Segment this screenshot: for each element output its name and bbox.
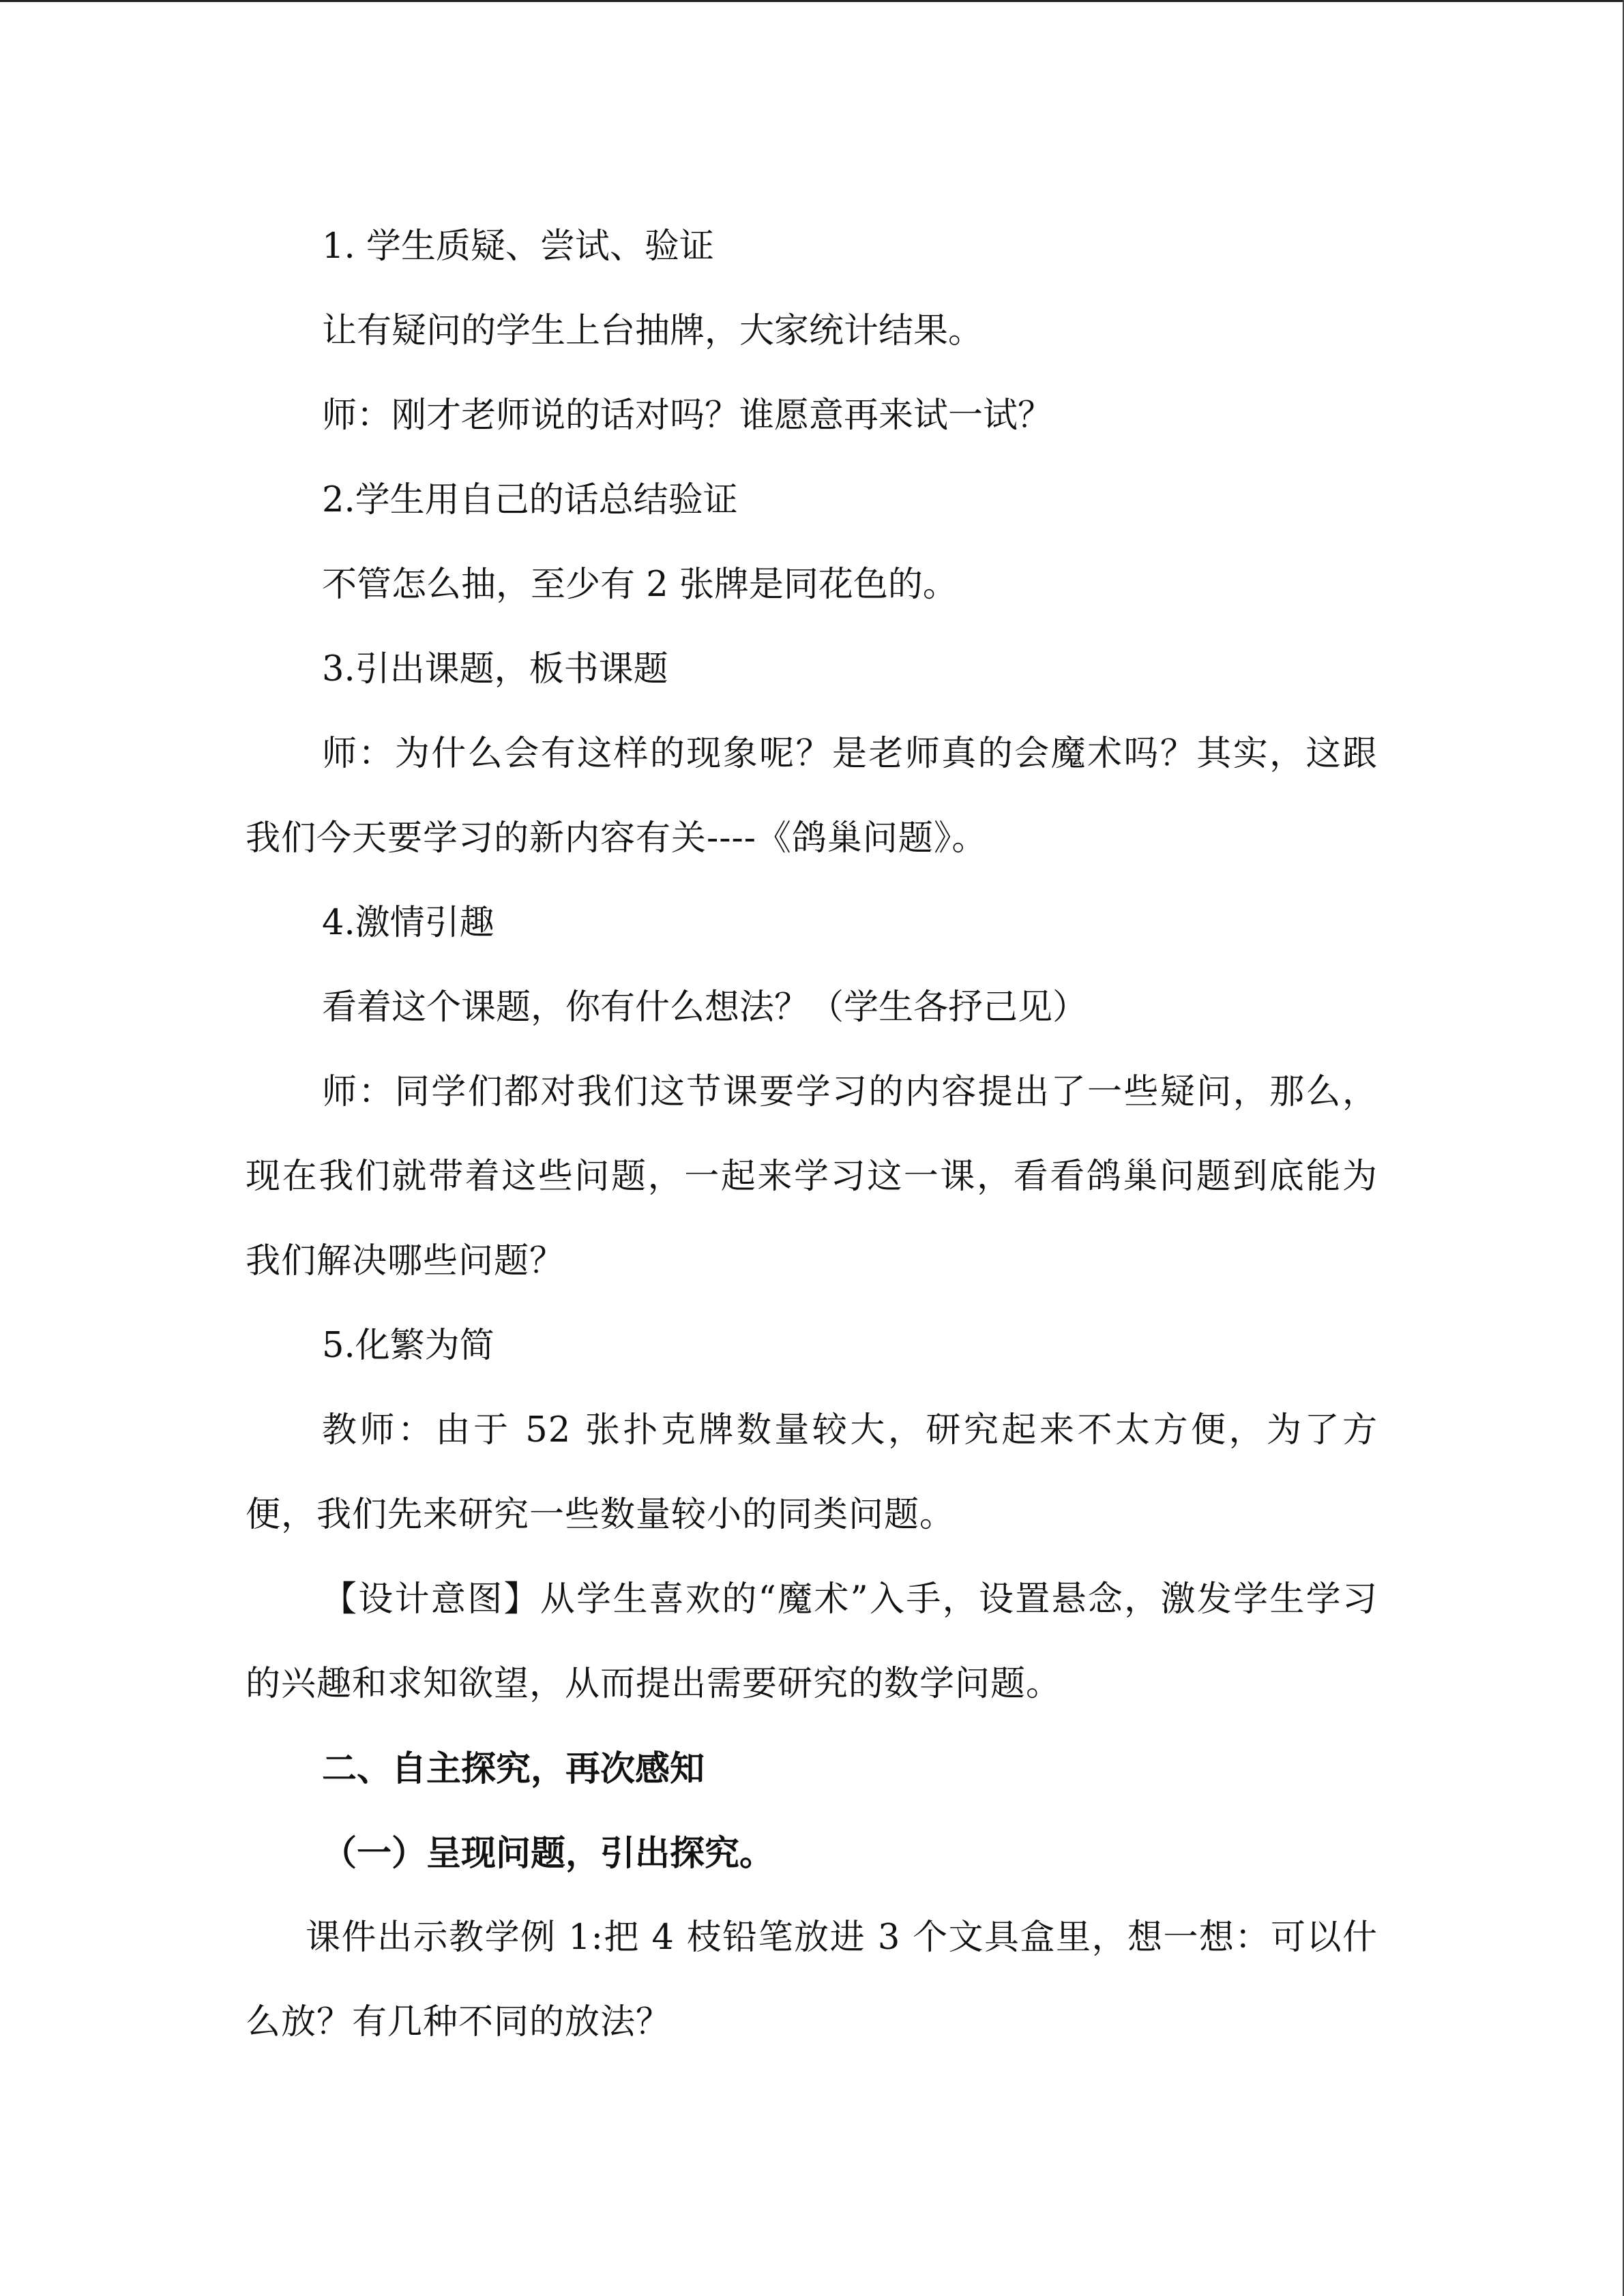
paragraph: 不管怎么抽，至少有 2 张牌是同花色的。: [322, 565, 958, 605]
design-intent-paragraph: 【设计意图】从学生喜欢的“魔术”入手，设置悬念，激发学生学习的兴趣和求知欲望，从而提出需要研究的数学问题。: [246, 1579, 1378, 1704]
paragraph: 让有疑问的学生上台抽牌，大家统计结果。: [322, 311, 984, 351]
step-4-heading: 4.激情引趣: [322, 903, 494, 943]
paragraph: 师：同学们都对我们这节课要学习的内容提出了一些疑问，那么，现在我们就带着这些问题，一起来学习这一课，看看鸽巢问题到底能为我们解决哪些问题？: [246, 1072, 1378, 1281]
paragraph: 看着这个课题，你有什么想法？（学生各抒己见）: [322, 987, 1088, 1028]
page-top-border: [0, 0, 1624, 2]
document-body: [246, 205, 1378, 2065]
paragraph: 师：为什么会有这样的现象呢？是老师真的会魔术吗？其实，这跟我们今天要学习的新内容有关----《鸽巢问题》。: [246, 734, 1378, 859]
step-5-heading: 5.化繁为简: [322, 1326, 494, 1366]
step-1-heading: 1. 学生质疑、尝试、验证: [322, 226, 714, 267]
step-3-heading: 3.引出课题，板书课题: [322, 649, 668, 689]
subsection-heading: （一）呈现问题，引出探究。: [322, 1833, 775, 1874]
paragraph: 课件出示教学例 1:把 4 枝铅笔放进 3 个文具盒里，想一想：可以什么放？有几种不同的放法？: [246, 1918, 1378, 2042]
paragraph: 师：刚才老师说的话对吗？谁愿意再来试一试？: [322, 396, 1053, 436]
section-heading: 二、自主探究，再次感知: [322, 1748, 705, 1789]
paragraph: 教师：由于 52 张扑克牌数量较大，研究起来不太方便，为了方便，我们先来研究一些数量较小的同类问题。: [246, 1410, 1378, 1535]
step-2-heading: 2.学生用自己的话总结验证: [322, 480, 738, 520]
